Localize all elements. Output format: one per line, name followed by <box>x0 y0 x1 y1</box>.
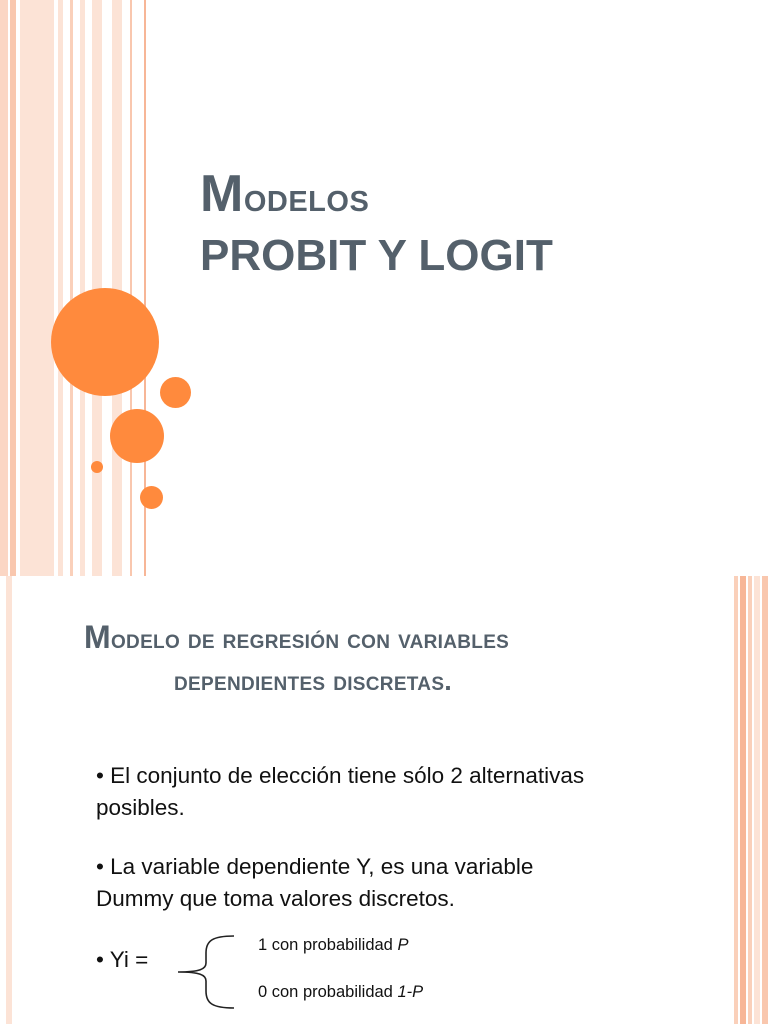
bullet-3-label: • Yi = <box>96 947 149 972</box>
bullet-1-line1: • El conjunto de elección tiene sólo 2 alternativas <box>96 763 585 788</box>
heading-line2: dependientes discretas. <box>174 666 453 696</box>
left-stripe-4 <box>58 0 63 576</box>
case-1-var: P <box>397 936 409 954</box>
heading-rest: odelo de regresión con variables <box>110 624 510 654</box>
title-cap: M <box>200 165 244 223</box>
case-1-text: 1 con probabilidad <box>258 936 398 954</box>
tiny-circle <box>91 461 103 473</box>
case-2-var: 1-P <box>397 983 424 1001</box>
left-stripe-1 <box>0 0 8 576</box>
slide-heading <box>84 616 644 702</box>
slide-title <box>200 165 553 280</box>
large-circle <box>51 288 159 396</box>
right-stripe-1 <box>734 576 738 1024</box>
right-stripe-3 <box>748 576 752 1024</box>
title-rest: odelos <box>243 173 370 220</box>
heading-cap: M <box>84 619 111 655</box>
case-2-text: 0 con probabilidad <box>258 983 398 1001</box>
small-circle-bottom <box>140 486 163 509</box>
title-subtitle: PROBIT Y LOGIT <box>200 231 553 280</box>
bullet-2-line1: • La variable dependiente Y, es una variable <box>96 854 534 879</box>
bullet-2-line2: Dummy que toma valores discretos. <box>96 886 455 911</box>
case-2 <box>258 983 423 1002</box>
brace-icon <box>176 933 238 1011</box>
left-stripe-2 <box>10 0 16 576</box>
left-edge-stripe <box>6 576 12 1024</box>
bullet-1-line2: posibles. <box>96 795 185 820</box>
left-stripe-5 <box>70 0 73 576</box>
medium-circle <box>110 409 164 463</box>
small-circle-right <box>160 377 191 408</box>
left-stripe-3 <box>20 0 54 576</box>
right-stripe-4 <box>754 576 760 1024</box>
right-stripe-5 <box>762 576 768 1024</box>
left-stripe-9 <box>130 0 132 576</box>
right-stripe-2 <box>740 576 746 1024</box>
bullet-1 <box>96 760 584 824</box>
left-stripe-6 <box>80 0 85 576</box>
bullet-2 <box>96 851 533 915</box>
case-1 <box>258 936 408 955</box>
